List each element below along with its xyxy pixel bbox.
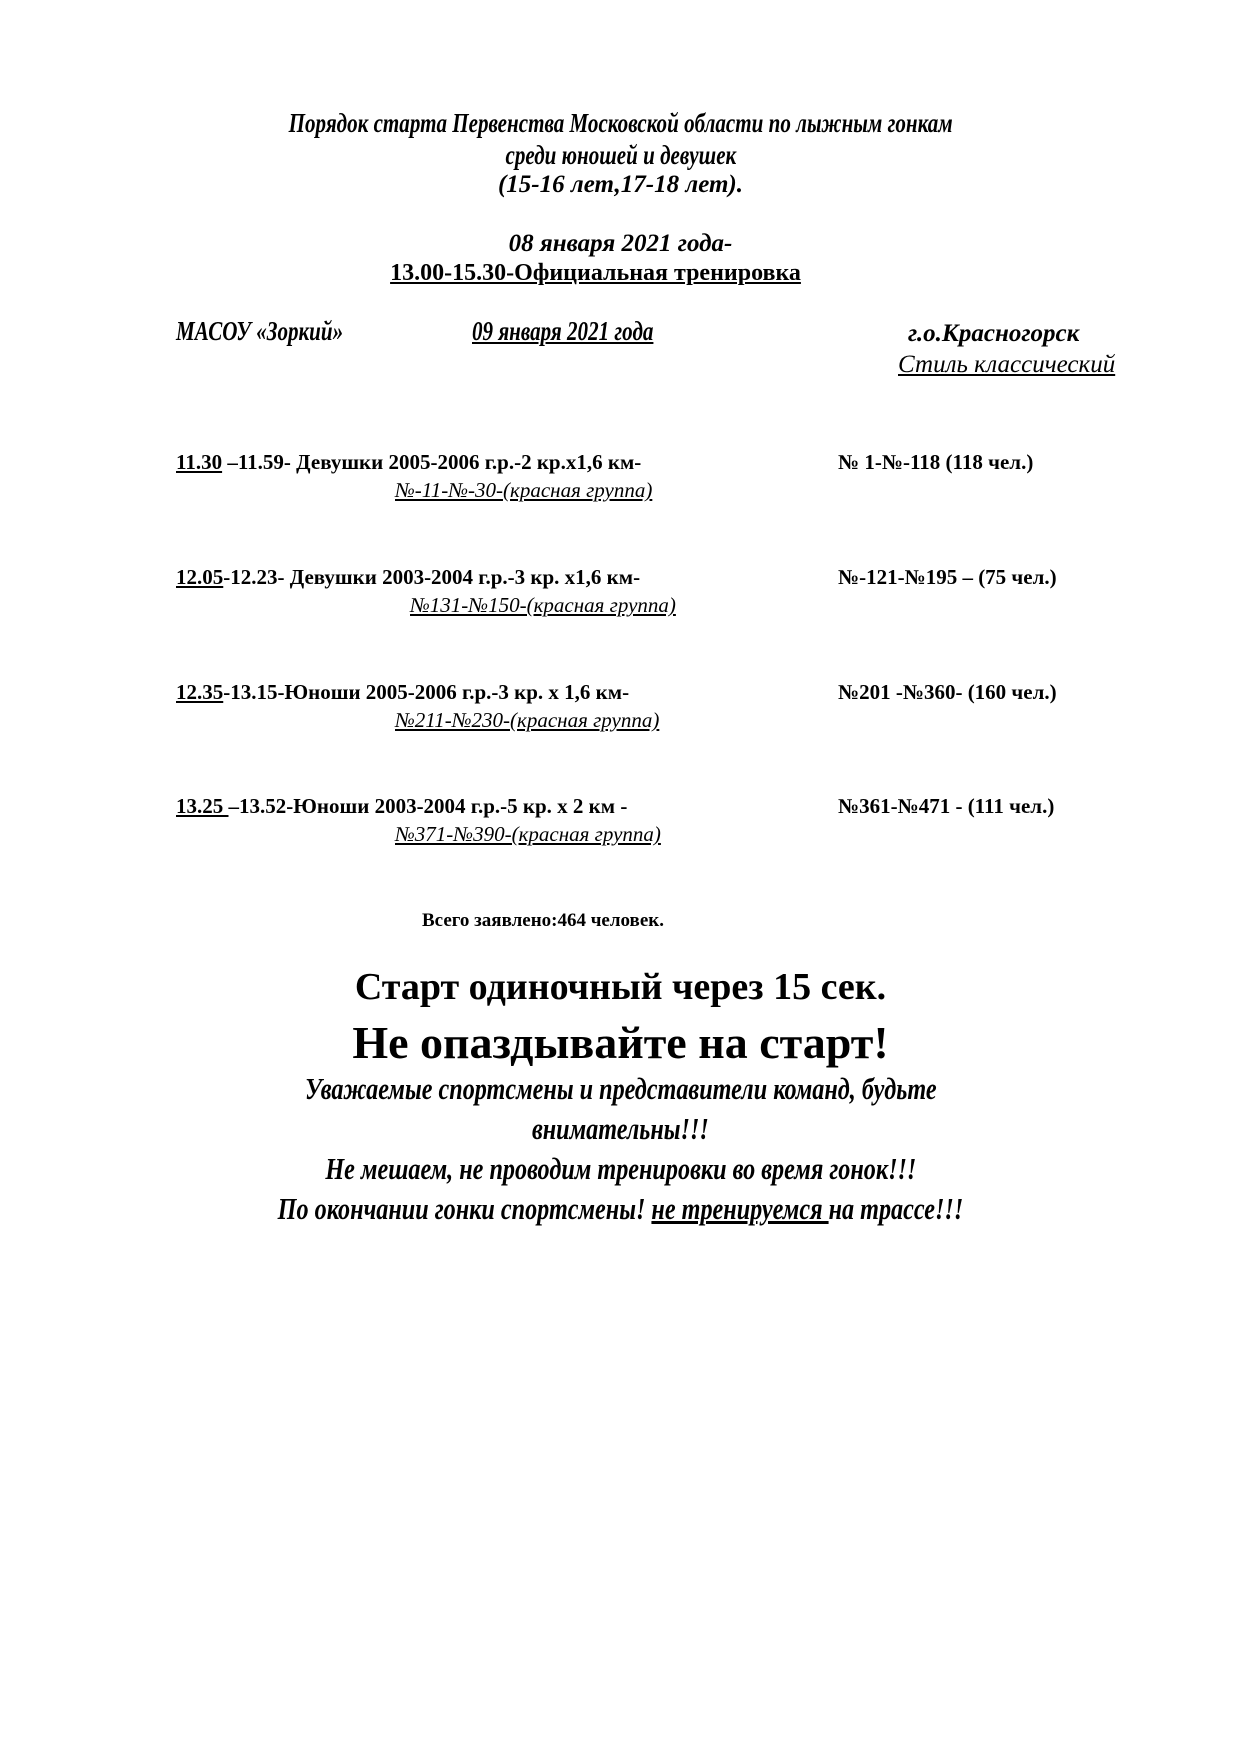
training-text: 13.00-15.30-Официальная тренировка <box>390 260 801 286</box>
race-style: Стиль классический <box>898 351 1116 378</box>
race-description: –11.59- Девушки 2005-2006 г.р.-2 кр.х1,6 км- <box>222 450 642 474</box>
race-row <box>176 680 629 705</box>
total-registered: Всего заявлено:464 человек. <box>422 910 664 931</box>
attention-line-1 <box>0 1071 1241 1107</box>
city: г.о.Красногорск <box>908 320 1080 347</box>
race-start-time: 12.05 <box>176 565 224 589</box>
race-row <box>176 450 641 475</box>
title-line-1-text: Порядок старта Первенства Московской области по лыжным гонкам <box>288 108 953 138</box>
attention-line-1-text: Уважаемые спортсмены и представители команд, будьте <box>304 1071 937 1106</box>
start-interval-notice: Старт одиночный через 15 сек. <box>354 966 887 1008</box>
race-date <box>472 316 705 347</box>
no-training-text: Не мешаем, не проводим тренировки во время гонок!!! <box>325 1151 916 1186</box>
race-row <box>176 565 640 590</box>
after-race-notice <box>0 1191 1241 1227</box>
title-line-2 <box>0 140 1241 171</box>
race-red-group: №211-№230-(красная группа) <box>395 708 660 732</box>
race-row <box>176 794 627 819</box>
no-training-notice <box>0 1151 1241 1187</box>
venue-text: МАСОУ «Зоркий» <box>176 316 344 346</box>
race-description: -12.23- Девушки 2003-2004 г.р.-3 кр. х1,6 км- <box>223 565 641 589</box>
after-race-suffix: на трассе!!! <box>828 1191 964 1226</box>
race-numbers: №-121-№195 – (75 чел.) <box>838 565 1057 589</box>
attention-line-2 <box>0 1111 1241 1147</box>
race-numbers: №361-№471 - (111 чел.) <box>838 794 1055 818</box>
race-description: -13.15-Юноши 2005-2006 г.р.-3 кр. х 1,6 км- <box>223 680 630 704</box>
title-line-1 <box>0 108 1241 139</box>
race-numbers: № 1-№-118 (118 чел.) <box>838 450 1034 474</box>
race-numbers: №201 -№360- (160 чел.) <box>838 680 1057 704</box>
training-date: 08 января 2021 года- <box>508 230 733 257</box>
race-red-group: №371-№390-(красная группа) <box>395 822 661 846</box>
race-start-time: 11.30 <box>176 450 223 474</box>
race-description: –13.52-Юноши 2003-2004 г.р.-5 кр. х 2 км - <box>228 794 628 818</box>
after-race-underlined: не тренируемся <box>651 1191 829 1226</box>
race-date-text: 09 января 2021 года <box>472 316 654 346</box>
title-line-3: (15-16 лет,17-18 лет). <box>497 171 743 198</box>
race-red-group: №-11-№-30-(красная группа) <box>395 478 653 502</box>
race-red-group: №131-№150-(красная группа) <box>410 593 676 617</box>
venue <box>176 316 390 347</box>
title-line-2-text: среди юношей и девушек <box>505 140 736 170</box>
attention-line-2-text: внимательны!!! <box>532 1111 709 1146</box>
dont-be-late-notice: Не опаздывайте на старт! <box>352 1017 889 1068</box>
after-race-prefix: По окончании гонки спортсмены! <box>277 1191 652 1226</box>
after-race-text <box>278 1191 964 1227</box>
race-start-time: 13.25 <box>176 794 229 818</box>
race-start-time: 12.35 <box>176 680 224 704</box>
